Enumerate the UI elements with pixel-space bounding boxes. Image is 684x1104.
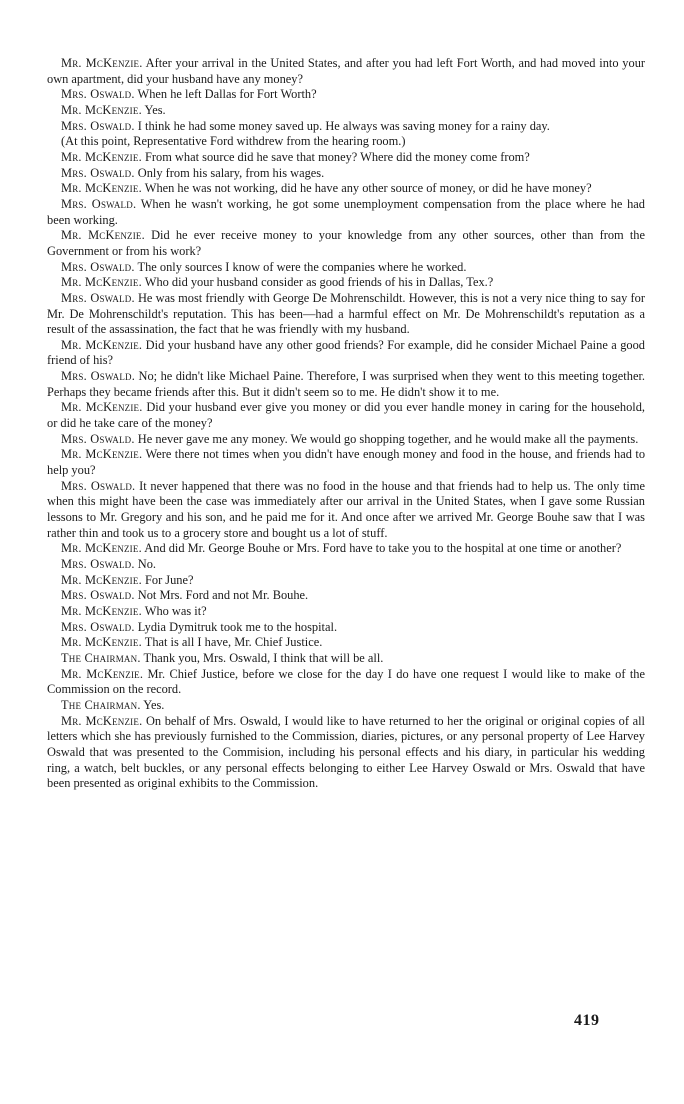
transcript-paragraph (47, 620, 645, 636)
transcript-paragraph (47, 714, 645, 792)
speaker-label: The Chairman. (61, 650, 141, 665)
speaker-label: Mrs. Oswald. (61, 87, 135, 102)
paragraph-text: Thank you, Mrs. Oswald, I think that will be all. (143, 650, 384, 665)
stage-note (47, 134, 645, 150)
speaker-label: Mr. McKenzie. (61, 337, 143, 352)
transcript-paragraph (47, 635, 645, 651)
paragraph-text: It never happened that there was no food in the house and that friends had to help us. The only time when this might have been the case was immediately after our arrival in the United States, when I gave some Russian lessons to Mr. Gregory and his son, and he paid me for it. And once after we arrived Mr. George Bouhe saw that I was rather thin and took us to a grocery store and bought us a lot of stuff. (47, 478, 646, 540)
paragraph-text: When he left Dallas for Fort Worth? (137, 87, 317, 102)
speaker-label: Mr. McKenzie. (61, 447, 143, 462)
transcript-body (47, 56, 645, 792)
transcript-paragraph (47, 369, 645, 400)
speaker-label: Mr. McKenzie. (61, 713, 143, 728)
speaker-label: Mrs. Oswald. (61, 619, 135, 634)
speaker-label: Mrs. Oswald. (61, 431, 135, 446)
paragraph-text: For June? (144, 572, 194, 587)
paragraph-text: And did Mr. George Bouhe or Mrs. Ford have to take you to the hospital at one time or another? (144, 541, 622, 556)
speaker-label: Mr. McKenzie. (61, 400, 143, 415)
paragraph-text: The only sources I know of were the companies where he worked. (137, 259, 467, 274)
paragraph-text: Were there not times when you didn't have enough money and food in the house, and friends had to help you? (47, 447, 646, 478)
transcript-paragraph (47, 228, 645, 259)
transcript-paragraph (47, 275, 645, 291)
paragraph-text: He was most friendly with George De Mohrenschildt. However, this is not a very nice thing to say for Mr. De Mohrenschildt's reputation. This has been—had a harmful effect on Mr. De Mohrenschildt's reputation as a result of the assassination, the fact that he was friendly with my husband. (47, 290, 645, 337)
speaker-label: Mrs. Oswald. (61, 165, 135, 180)
transcript-paragraph (47, 432, 645, 448)
paragraph-text: Lydia Dymitruk took me to the hospital. (137, 619, 338, 634)
speaker-label: Mr. McKenzie. (61, 635, 142, 650)
paragraph-text: Did your husband ever give you money or did you ever handle money in caring for the household, or did he take care of the money? (47, 400, 645, 431)
speaker-label: Mrs. Oswald. (61, 557, 135, 571)
paragraph-text: From what source did he save that money? Where did the money come from? (144, 149, 530, 164)
paragraph-text: Who did your husband consider as good friends of his in Dallas, Tex.? (144, 275, 494, 290)
transcript-paragraph (47, 651, 645, 667)
speaker-label: The Chairman. (61, 697, 141, 712)
speaker-label: Mrs. Oswald. (61, 369, 136, 384)
speaker-label: Mrs. Oswald. (61, 196, 137, 211)
speaker-label: Mrs. Oswald. (61, 259, 135, 274)
paragraph-text: Mr. Chief Justice, before we close for the day I do have one request I would like to make of the Commission on the record. (47, 666, 645, 697)
speaker-label: Mrs. Oswald. (61, 478, 136, 493)
transcript-paragraph (47, 698, 645, 714)
speaker-label: Mr. McKenzie. (61, 56, 143, 70)
paragraph-text: That is all I have, Mr. Chief Justice. (144, 635, 323, 650)
transcript-paragraph (47, 56, 645, 87)
transcript-paragraph (47, 447, 645, 478)
paragraph-text: Who was it? (144, 603, 207, 618)
paragraph-text: He never gave me any money. We would go shopping together, and he would make all the payments. (137, 431, 639, 446)
transcript-paragraph (47, 150, 645, 166)
speaker-label: Mr. McKenzie. (61, 149, 142, 164)
speaker-label: Mr. McKenzie. (61, 275, 142, 290)
page-number: 419 (574, 1012, 600, 1029)
transcript-paragraph (47, 338, 645, 369)
speaker-label: Mr. McKenzie. (61, 102, 142, 117)
transcript-paragraph (47, 291, 645, 338)
paragraph-text: Not Mrs. Ford and not Mr. Bouhe. (137, 588, 309, 603)
paragraph-text: Did your husband have any other good friends? For example, did he consider Michael Paine a good friend of his? (47, 337, 645, 368)
transcript-paragraph (47, 588, 645, 604)
speaker-label: Mr. McKenzie. (61, 572, 142, 587)
paragraph-text: I think he had some money saved up. He always was saving money for a rainy day. (137, 118, 550, 133)
transcript-paragraph (47, 667, 645, 698)
paragraph-text: Only from his salary, from his wages. (137, 165, 325, 180)
speaker-label: Mr. McKenzie. (61, 541, 142, 556)
speaker-label: Mrs. Oswald. (61, 290, 135, 305)
speaker-label: Mrs. Oswald. (61, 118, 135, 133)
speaker-label: Mr. McKenzie. (61, 603, 142, 618)
transcript-paragraph (47, 197, 645, 228)
transcript-paragraph (47, 604, 645, 620)
paragraph-text: On behalf of Mrs. Oswald, I would like to have returned to her the original or original copies of all letters which she has previously furnished to the Commission, diaries, pictures, or any personal property of Lee Harvey Oswald that was presented to the Commision, including his personal effects and his diary, in particular his wedding ring, a watch, belt buckles, or any personal effects belonging to either Lee Harvey Oswald or Mrs. Oswald that have been presented as original exhibits to the Commission. (47, 713, 645, 791)
paragraph-text: When he was not working, did he have any other source of money, or did he have money? (144, 181, 592, 196)
paragraph-text: After your arrival in the United States, and after you had left Fort Worth, and had moved into your own apartment, did your husband have any money? (47, 56, 646, 86)
speaker-label: Mrs. Oswald. (61, 588, 135, 603)
transcript-paragraph (47, 541, 645, 557)
paragraph-text: No; he didn't like Michael Paine. Therefore, I was surprised when they went to this meeting together. Perhaps they became friends after this. But it didn't seem so to me. He didn't show it to me. (47, 369, 645, 399)
transcript-paragraph (47, 103, 645, 119)
transcript-paragraph (47, 573, 645, 589)
paragraph-text: Yes. (143, 697, 165, 712)
transcript-paragraph (47, 166, 645, 182)
transcript-paragraph (47, 260, 645, 276)
paragraph-text: (At this point, Representative Ford withdrew from the hearing room.) (61, 134, 406, 149)
transcript-paragraph (47, 479, 645, 542)
transcript-paragraph (47, 181, 645, 197)
paragraph-text: When he wasn't working, he got some unemployment compensation from the place where he had been working. (47, 196, 645, 227)
transcript-paragraph (47, 119, 645, 135)
paragraph-text: No. (137, 557, 157, 571)
transcript-paragraph (47, 87, 645, 103)
paragraph-text: Did he ever receive money to your knowledge from any other sources, other than from the Government or from his work? (47, 228, 645, 258)
speaker-label: Mr. McKenzie. (61, 181, 142, 196)
paragraph-text: Yes. (144, 102, 166, 117)
speaker-label: Mr. McKenzie. (61, 666, 144, 681)
transcript-paragraph (47, 557, 645, 573)
speaker-label: Mr. McKenzie. (61, 228, 145, 243)
transcript-paragraph (47, 400, 645, 431)
